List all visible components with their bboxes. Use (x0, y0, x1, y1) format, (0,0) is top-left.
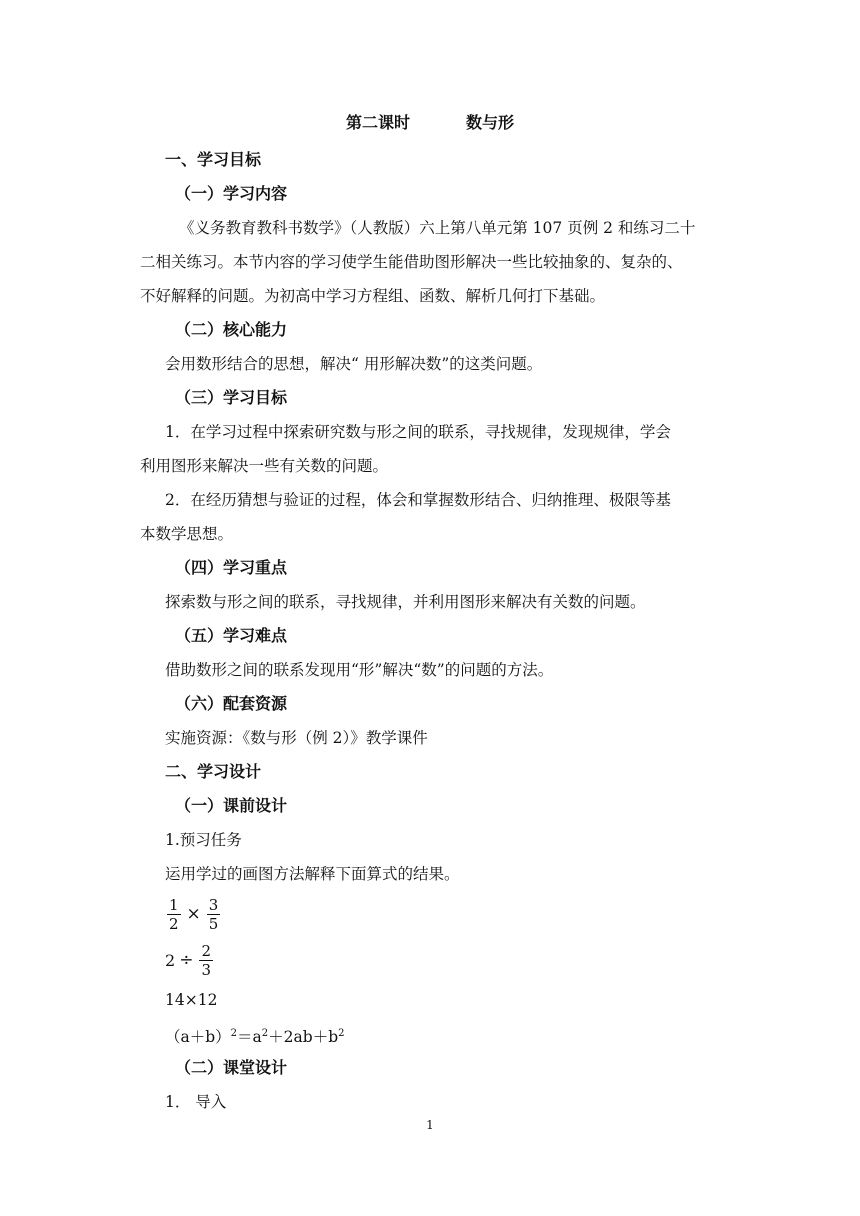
objective-1-line2: 利用图形来解决一些有关数的问题。 (140, 457, 389, 475)
subheading-key-points: （四）学习重点 (175, 558, 288, 577)
objective-2-line2: 本数学思想。 (140, 525, 234, 543)
expression-fraction-multiply (165, 891, 733, 937)
objective-2-line1: 2．在经历猜想与验证的过程，体会和掌握数形结合、归纳推理、极限等基 (165, 491, 671, 509)
operand: 2 (165, 950, 176, 970)
expression-multiply-integers: 14×12 (165, 991, 218, 1009)
lesson-title-part1: 第二课时 (345, 113, 410, 132)
expression-square-formula (165, 1017, 733, 1051)
content-paragraph-line2: 二相关练习。本节内容的学习使学生能借助图形解决一些比较抽象的、复杂的、 (140, 253, 683, 271)
denominator: 2 (169, 914, 179, 933)
section-heading-design: 二、学习设计 (165, 762, 262, 781)
difficulties-text: 借助数形之间的联系发现用“形”解决“数”的问题的方法。 (165, 661, 554, 679)
numerator: 3 (208, 895, 219, 914)
objective-1-line1: 1．在学习过程中探索研究数与形之间的联系，寻找规律，发现规律，学会 (165, 423, 671, 441)
formula-lhs: （a＋b） (165, 1028, 231, 1046)
expression-divide (165, 937, 733, 983)
operator: × (186, 904, 201, 924)
subheading-content: （一）学习内容 (175, 184, 288, 203)
intro-label: 1． 导入 (165, 1093, 227, 1111)
subheading-difficulties: （五）学习难点 (175, 626, 288, 645)
subheading-classroom: （二）课堂设计 (175, 1058, 288, 1077)
section-heading-goals: 一、学习目标 (165, 150, 262, 169)
subheading-objectives: （三）学习目标 (175, 388, 288, 407)
subheading-core-ability: （二）核心能力 (175, 320, 288, 339)
exponent: 2 (230, 1028, 238, 1039)
content-paragraph-line1: 《义务教育教科书数学》（人教版）六上第八单元第 107 页例 2 和练习二十 (179, 219, 696, 237)
preview-task-description: 运用学过的画图方法解释下面算式的结果。 (165, 865, 460, 883)
denominator: 5 (208, 914, 219, 933)
exponent: 2 (338, 1028, 345, 1039)
fraction (207, 896, 221, 933)
formula-part: ＝a (237, 1028, 262, 1046)
exponent: 2 (261, 1028, 269, 1039)
content-paragraph-line3: 不好解释的问题。为初高中学习方程组、函数、解析几何打下基础。 (140, 287, 606, 305)
fraction (199, 942, 213, 979)
lesson-title-part2: 数与形 (466, 113, 515, 132)
formula-part: ＋2ab＋b (268, 1028, 339, 1046)
numerator: 1 (169, 895, 179, 914)
denominator: 3 (201, 960, 211, 979)
lesson-title (0, 110, 860, 133)
preview-task-label: 1.预习任务 (165, 831, 242, 849)
subheading-resources: （六）配套资源 (175, 694, 288, 713)
resources-text: 实施资源：《数与形（例 2）》教学课件 (165, 729, 428, 747)
page-number: 1 (426, 1118, 434, 1132)
numerator: 2 (201, 941, 211, 960)
document-body (140, 143, 733, 1119)
fraction (167, 896, 181, 933)
subheading-pre-class: （一）课前设计 (175, 796, 288, 815)
operator: ÷ (179, 950, 194, 970)
key-points-text: 探索数与形之间的联系，寻找规律，并利用图形来解决有关数的问题。 (165, 593, 646, 611)
core-ability-text: 会用数形结合的思想，解决“ 用形解决数”的这类问题。 (165, 355, 543, 373)
